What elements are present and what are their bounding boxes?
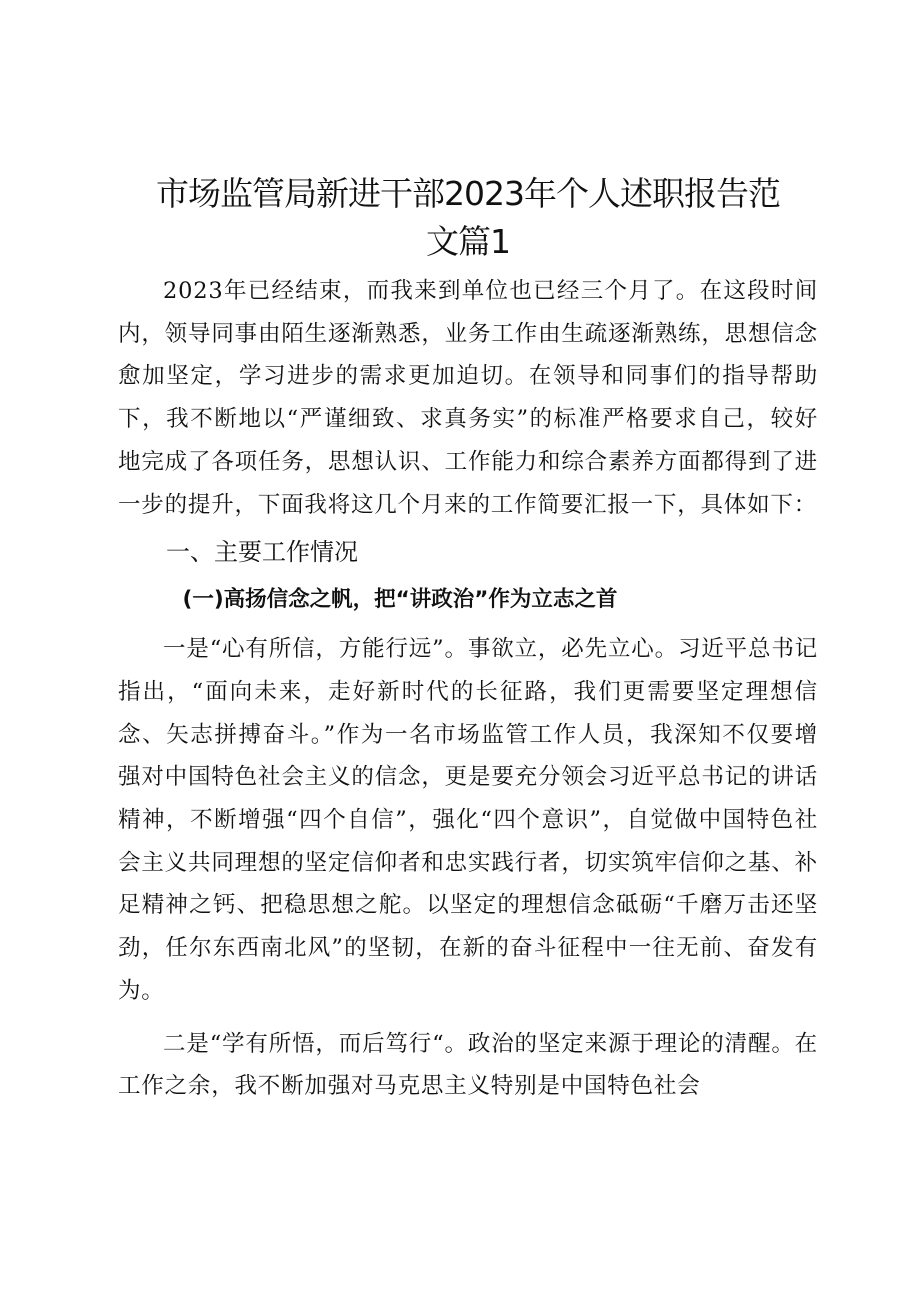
title-line-2: 文篇1: [426, 222, 510, 261]
paragraph-gap: [118, 1013, 818, 1023]
subsection-heading: (一)高扬信念之帆，把“讲政治”作为立志之首: [182, 587, 618, 613]
section-heading: 一、主要工作情况: [166, 538, 358, 567]
document-page: [118, 170, 818, 1108]
title-line-1: 市场监管局新进干部2023年个人述职报告范: [156, 174, 780, 213]
document-title: [118, 170, 818, 266]
body-paragraph-2: 二是“学有所悟，而后笃行“。政治的坚定来源于理论的清醒。在工作之余，我不断加强对马克思主义特别是中国特色社会: [118, 1030, 818, 1100]
intro-paragraph: 2023年已经结束，而我来到单位也已经三个月了。在这段时间内，领导同事由陌生逐渐熟悉，业务工作由生疏逐渐熟练，思想信念愈加坚定，学习进步的需求更加迫切。在领导和同事们的指导帮助下，我不断地以“严谨细致、求真务实”的标准严格要求自己，较好地完成了各项任务，思想认识、工作能力和综合素养方面都得到了进一步的提升，下面我将这几个月来的工作简要汇报一下，具体如下：: [118, 278, 818, 518]
body-paragraph-1: 一是“心有所信，方能行远”。事欲立，必先立心。习近平总书记指出，“面向未来，走好新时代的长征路，我们更需要坚定理想信念、矢志拼搏奋斗。”作为一名市场监管工作人员，我深知不仅要增强对中国特色社会主义的信念，更是要充分领会习近平总书记的讲话精神，不断增强“四个自信”，强化“四个意识”，自觉做中国特色社会主义共同理想的坚定信仰者和忠实践行者，切实筑牢信仰之基、补足精神之钙、把稳思想之舵。以坚定的理想信念砥砺“千磨万击还坚劲，任尔东西南北风”的坚韧，在新的奋斗征程中一往无前、奋发有为。: [118, 636, 818, 1004]
